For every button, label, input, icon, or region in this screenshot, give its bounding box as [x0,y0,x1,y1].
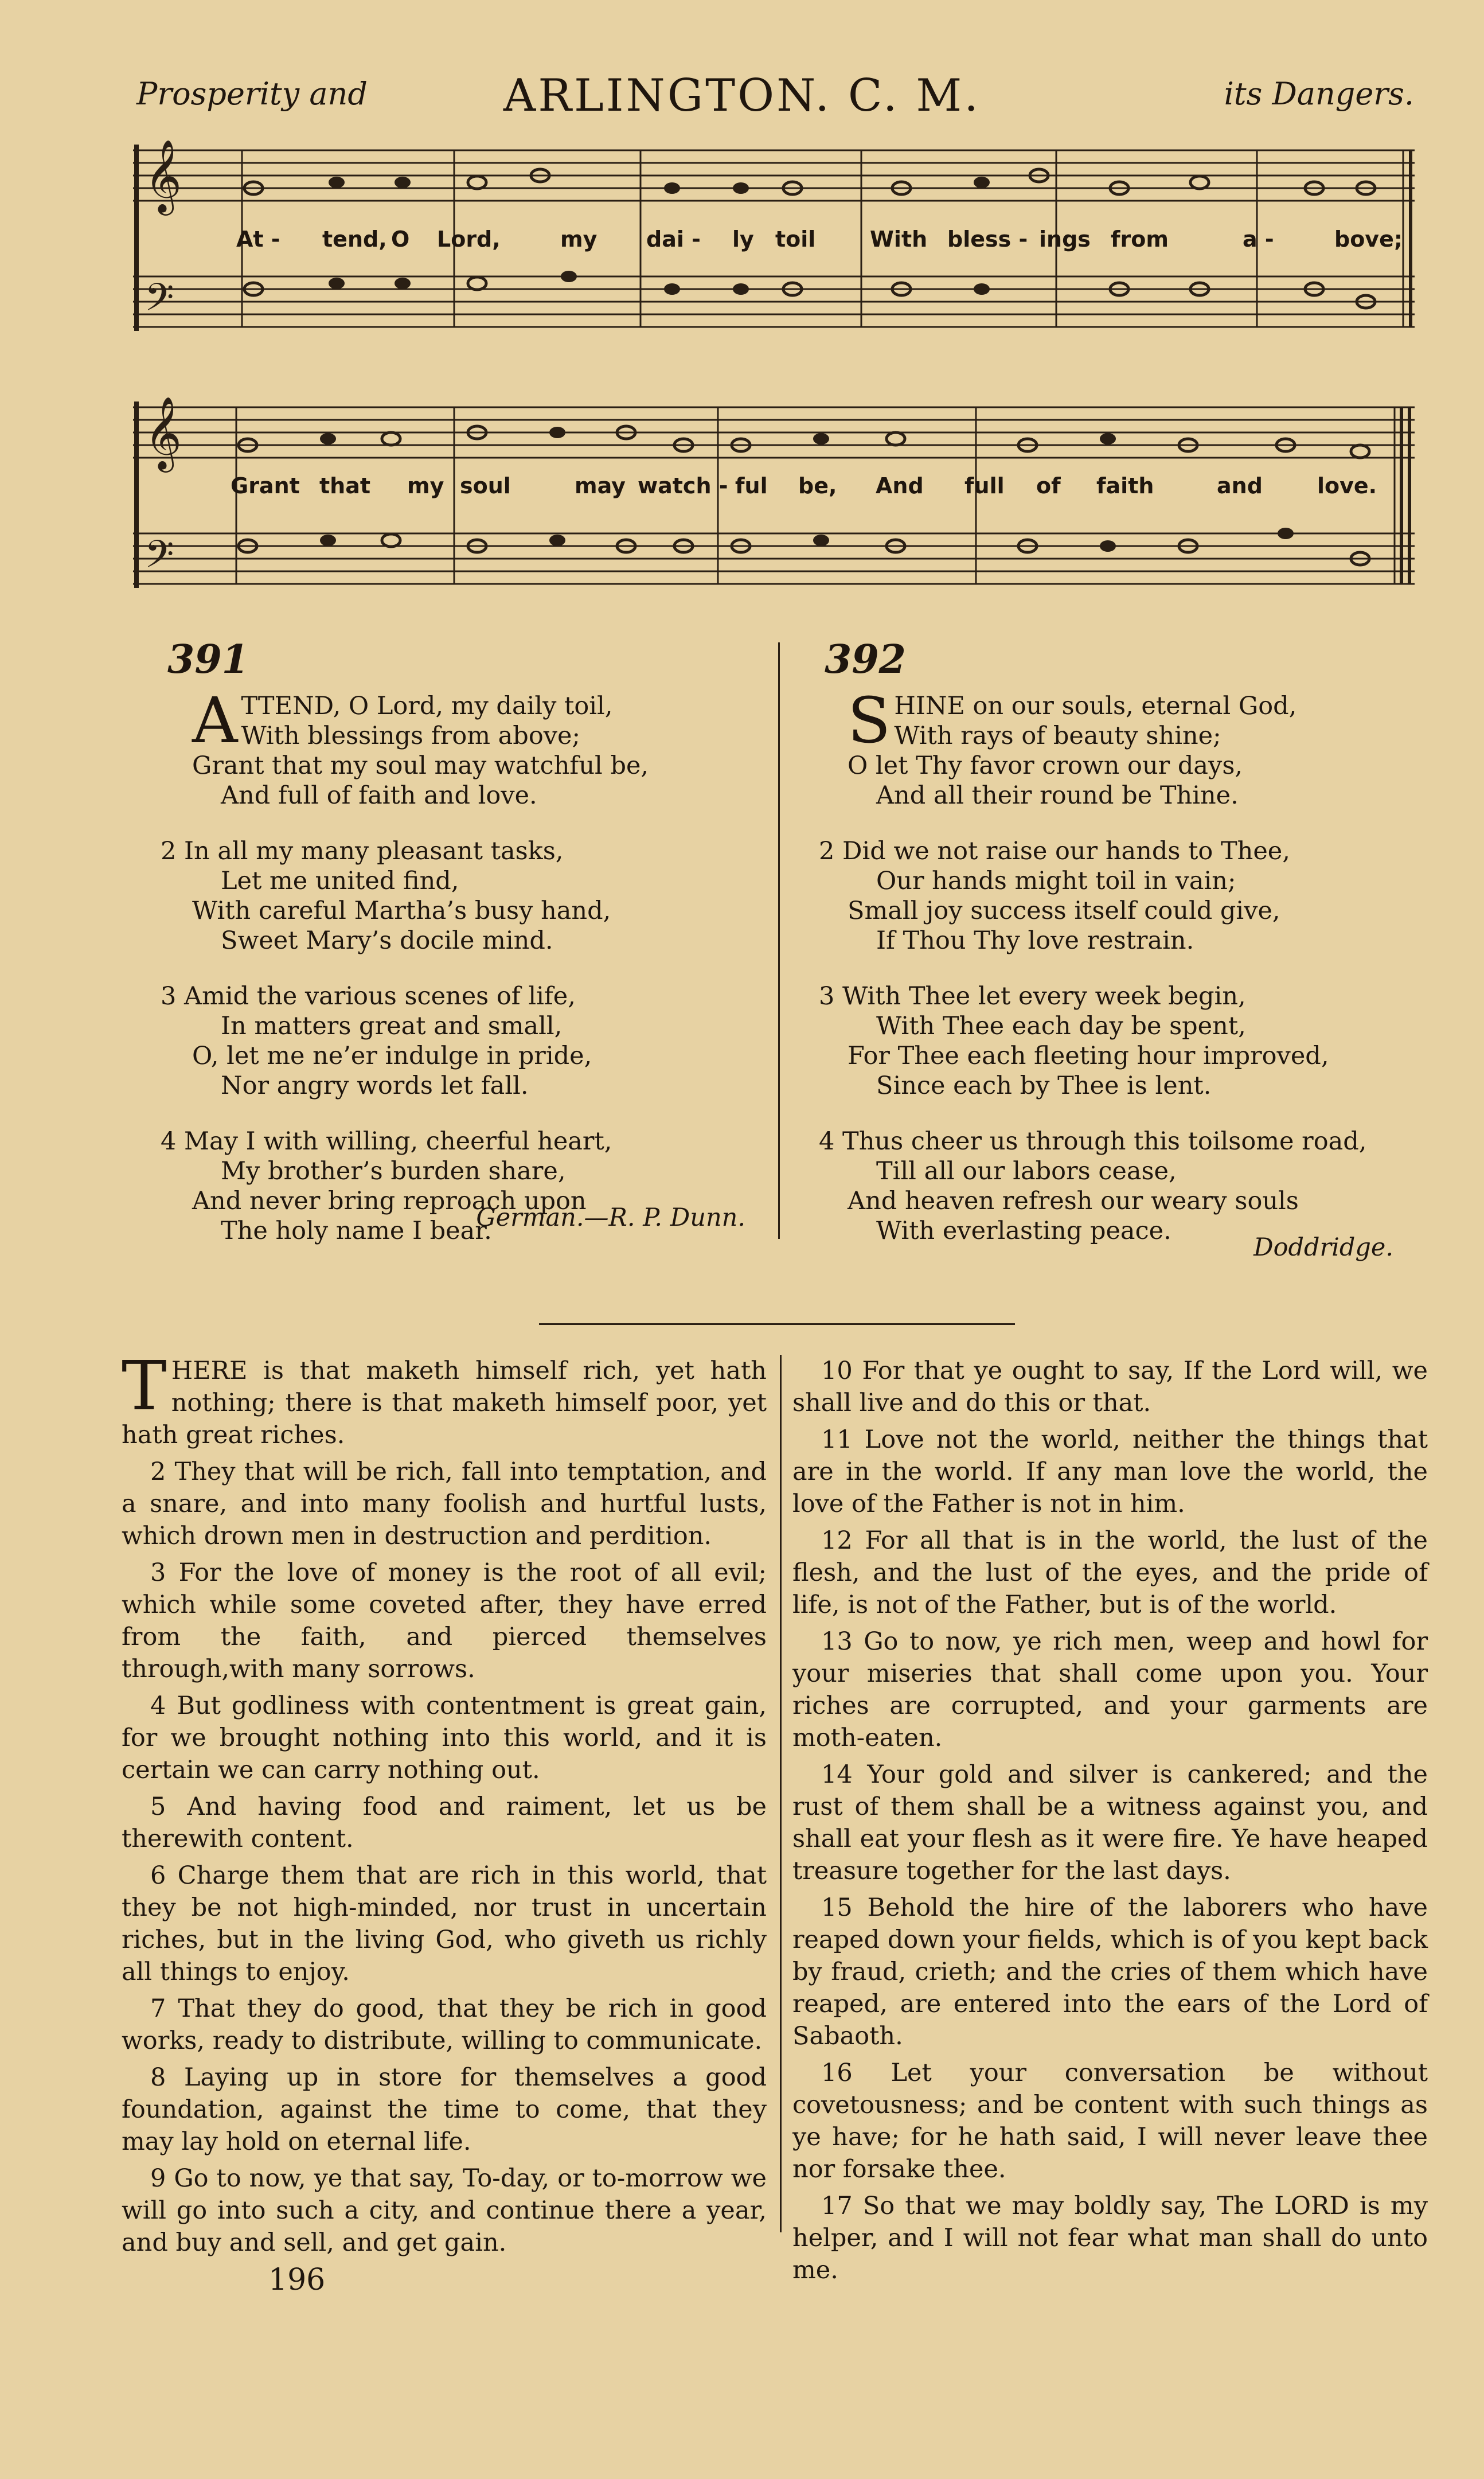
verse-line: My brother’s burden share, [221,1157,566,1186]
reading-verse: 17 So that we may boldly say, The LORD is my helper, and I will not fear what man shall do unto me. [792,2192,1428,2285]
svg-text:𝄢: 𝄢 [145,532,174,586]
reading-column-divider [780,1355,782,2232]
syllable: Lord, [437,227,501,252]
reading-verse: 9 Go to now, ye that say, To-day, or to-morrow we will go into such a city, and continue there a year, and buy and sell, and get gain. [122,2164,767,2257]
hymn-column-divider [778,642,780,1239]
drop-cap: T [122,1346,167,1425]
syllable: my [560,227,597,252]
verse-line: And all their round be Thine. [876,781,1239,810]
hymn-391-attribution: German.—R. P. Dunn. [476,1203,745,1232]
verse-line: For Thee each fleeting hour improved, [848,1042,1329,1070]
verse-line: O, let me ne’er indulge in pride, [192,1042,592,1070]
syllable: full [964,473,1005,498]
syllable: from [1111,227,1169,252]
page-number: 196 [268,2263,326,2297]
verse-line: If Thou Thy love restrain. [876,926,1194,955]
stanza-2 [161,836,766,956]
reading-verse: 15 Behold the hire of the laborers who have reaped down your fields, which is of you kept back by fraud, crieth; and the cries of them which have reaped, are entered into the ears of the Lord of Sabaoth. [792,1893,1428,2051]
reading-verse: 13 Go to now, ye rich men, weep and howl for your miseries that shall come upon you. Your riches are corrupted, and your garments are moth-eaten. [792,1627,1428,1752]
verse-line: 2 In all my many pleasant tasks, [161,837,564,866]
stanza-4 [819,1127,1450,1246]
reading-verse: THERE is that maketh himself rich, yet hath nothing; there is that maketh himself poor, yet hath great riches. [122,1346,767,1449]
syllable: Grant [231,473,300,498]
verse-line: Small joy success itself could give, [848,897,1280,925]
reading-verse: 8 Laying up in store for themselves a good foundation, against the time to come, that they may lay hold on eternal life. [122,2063,767,2156]
verse-line: 3 With Thee let every week begin, [819,982,1246,1011]
hymn-392-attribution: Doddridge. [1253,1233,1393,1262]
reading-verse: 7 That they do good, that they be rich in good works, ready to distribute, willing to communicate. [122,1994,767,2055]
syllable: ings [1039,227,1091,252]
syllable: toil [775,227,816,252]
syllable: ly [732,227,754,252]
syllable: of [1036,473,1061,498]
syllable: be, [798,473,837,498]
reading-verse: 14 Your gold and silver is cankered; and the rust of them shall be a witness against you, and shall eat your flesh as it were fire. Ye have heaped treasure together for the last days. [792,1760,1428,1885]
syllable: faith [1096,473,1154,498]
verse-line: And full of faith and love. [221,781,537,810]
verse-line: 3 Amid the various scenes of life, [161,982,576,1011]
syllable: that [319,473,371,498]
syllable: love. [1317,473,1377,498]
lyrics-line-1 [133,227,1415,255]
reading-verse: 11 Love not the world, neither the things that are in the world. If any man love the world, the love of the Father is not in him. [792,1425,1428,1518]
verse-line: 2 Did we not raise our hands to Thee, [819,837,1290,866]
verse-line: 4 May I with willing, cheerful heart, [161,1127,612,1156]
verse-line: O let Thy favor crown our days, [848,751,1243,780]
verse-line: With Thee each day be spent, [876,1012,1246,1040]
verse-line: TTEND, O Lord, my daily toil, [241,692,613,720]
syllable: and [1217,473,1263,498]
syllable: O [391,227,410,252]
svg-text:𝄞: 𝄞 [145,396,182,469]
verse-line: HINE on our souls, eternal God, [894,692,1297,720]
lyrics-line-2 [133,473,1415,502]
syllable: watch - [638,473,728,498]
syllable: soul [460,473,511,498]
header-right-caption: its Dangers. [1224,76,1414,112]
verse-line: Till all our labors cease, [876,1157,1177,1186]
verse-line: With everlasting peace. [876,1217,1171,1245]
verse-line: In matters great and small, [221,1012,563,1040]
stanza-1 [848,684,1450,810]
verse-line: And never bring reproach upon [192,1187,587,1215]
hymn-number-392: 392 [825,637,906,683]
verse-line: Sweet Mary’s docile mind. [221,926,553,955]
syllable: may [575,473,626,498]
reading-right-column [792,1355,1428,2291]
stanza-2 [819,836,1450,956]
reading-verse: 6 Charge them that are rich in this world, that they be not high-minded, nor trust in uncertain riches, but in the living God, who giveth us richly all things to enjoy. [122,1861,767,1986]
reading-verse: 4 But godliness with contentment is great gain, for we brought nothing into this world, and it is certain we can carry nothing out. [122,1691,767,1784]
hymn-392-text [819,684,1450,1246]
hymn-number-391: 391 [167,637,249,683]
reading-verse: 12 For all that is in the world, the lust of the flesh, and the lust of the eyes, and the pride of life, is not of the Father, but is of the world. [792,1526,1428,1619]
drop-cap: A [192,684,238,757]
reading-left-column [122,1346,767,2263]
stanza-3 [819,981,1450,1101]
verse-line: Nor angry words let fall. [221,1071,529,1100]
syllable: a - [1243,227,1274,252]
stanza-3 [161,981,766,1101]
syllable: bove; [1334,227,1403,252]
tune-title: ARLINGTON. C. M. [503,70,981,122]
verse-line: Let me united find, [221,867,459,895]
verse-line: The holy name I bear. [221,1217,492,1245]
syllable: dai - [646,227,701,252]
verse-line: Grant that my soul may watchful be, [192,751,649,780]
section-divider-rule [539,1323,1015,1325]
syllable: With [870,227,928,252]
reading-verse: 16 Let your conversation be without covetousness; and be content with such things as ye have; for he hath said, I will never leave thee nor forsake thee. [792,2059,1428,2184]
syllable: bless - [947,227,1028,252]
header-left-caption: Prosperity and [136,76,368,112]
verse-line: 4 Thus cheer us through this toilsome road, [819,1127,1367,1156]
syllable: tend, [322,227,387,252]
reading-verse: 2 They that will be rich, fall into temptation, and a snare, and into many foolish and hurtful lusts, which drown men in destruction and perdition. [122,1457,767,1550]
syllable: At - [236,227,280,252]
hymn-391-text [161,684,766,1246]
svg-text:𝄞: 𝄞 [145,139,182,212]
syllable: ful [735,473,768,498]
verse-line: And heaven refresh our weary souls [848,1187,1299,1215]
syllable: And [876,473,924,498]
stanza-1 [192,684,766,810]
verse-line: With blessings from above; [241,722,580,750]
svg-text:𝄢: 𝄢 [145,275,174,329]
syllable: my [407,473,444,498]
verse-line: Our hands might toil in vain; [876,867,1236,895]
verse-line: Since each by Thee is lent. [876,1071,1212,1100]
drop-cap: S [848,684,891,757]
reading-verse: 3 For the love of money is the root of all evil; which while some coveted after, they have erred from the faith, and pierced themselves through,with many sorrows. [122,1558,767,1683]
reading-verse: 10 For that ye ought to say, If the Lord will, we shall live and do this or that. [792,1357,1428,1417]
verse-line: With rays of beauty shine; [894,722,1221,750]
verse-line: With careful Martha’s busy hand, [192,897,611,925]
reading-verse: 5 And having food and raiment, let us be therewith content. [122,1792,767,1853]
